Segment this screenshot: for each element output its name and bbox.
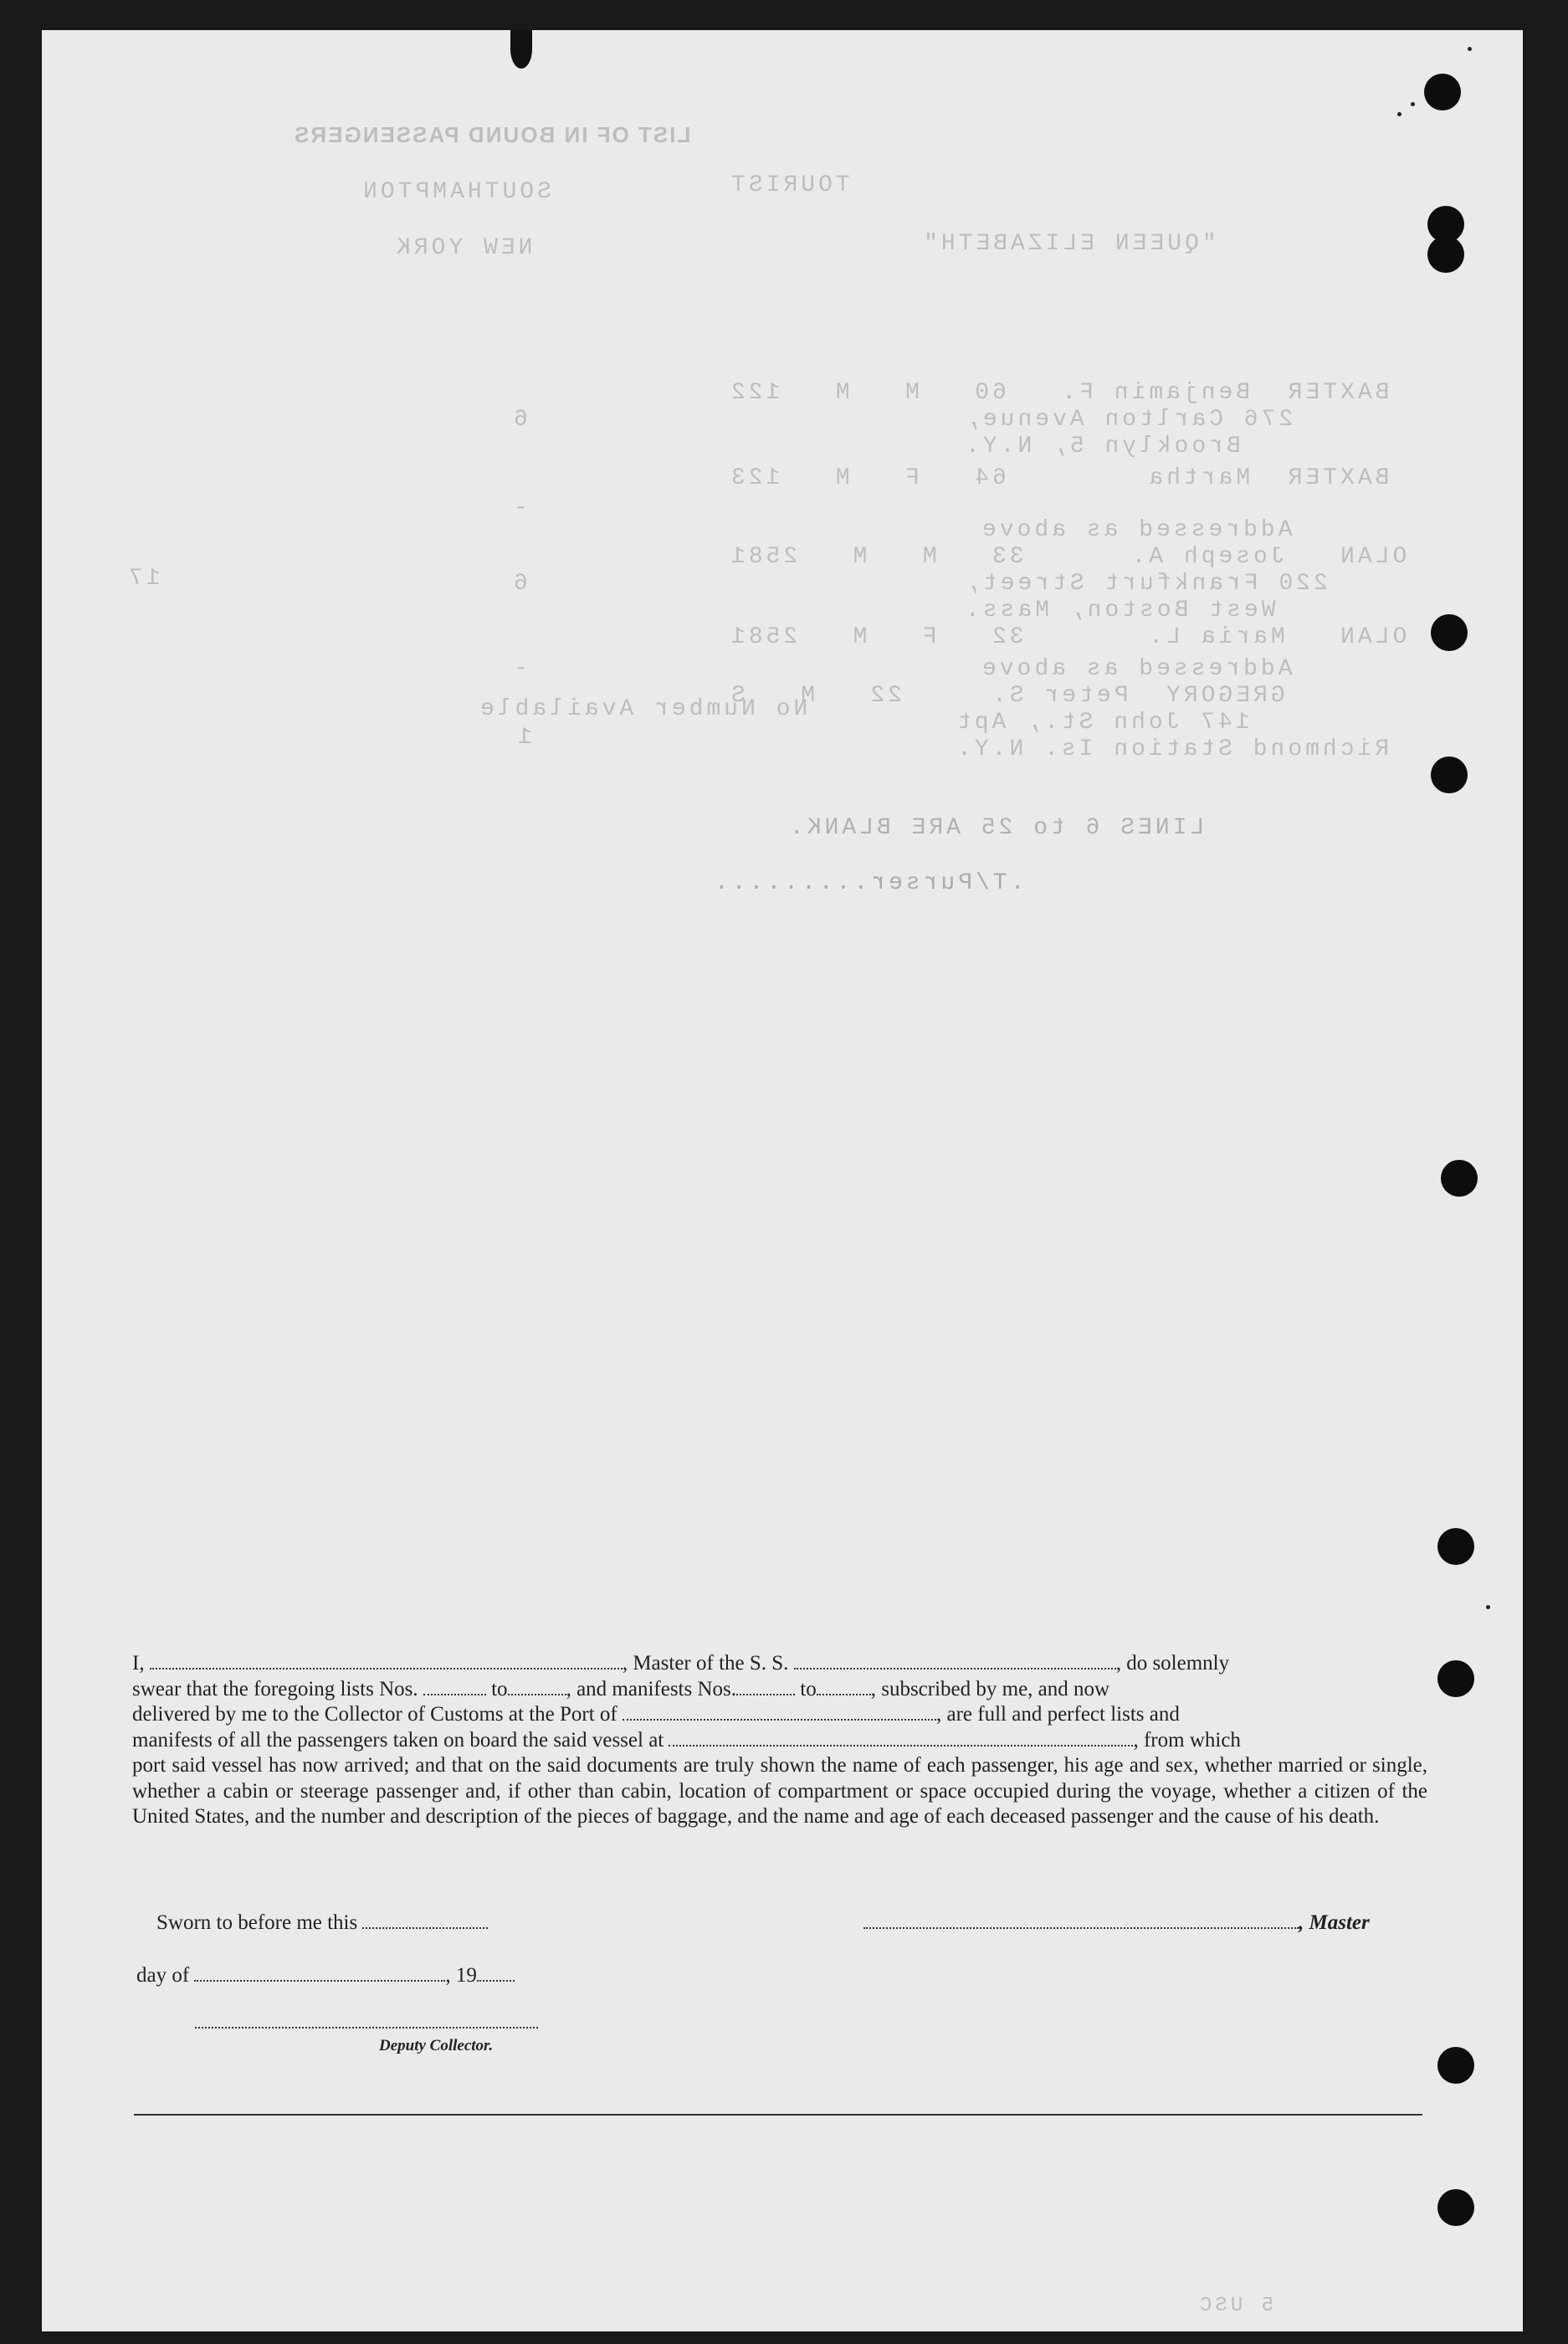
torn-notch <box>510 30 532 69</box>
speck <box>1397 112 1401 116</box>
ghost-row: BAXTER Benjamin F. 60 M M 122 <box>728 380 1390 406</box>
ghost-row: BAXTER Martha 64 F M 123 <box>728 465 1390 491</box>
ghost-count: 6 <box>510 407 528 433</box>
punch-hole <box>1424 74 1461 110</box>
ghost-count: 6 <box>510 571 528 597</box>
deputy-signature-line <box>195 2027 538 2029</box>
punch-hole <box>1437 2047 1474 2084</box>
ghost-blank-note: LINES 6 to 25 ARE BLANK. <box>787 815 1205 841</box>
ghost-row: Brooklyn 5, N.Y. <box>962 433 1241 459</box>
ghost-port: SOUTHAMPTON <box>360 179 551 205</box>
ghost-count: - <box>510 495 528 521</box>
punch-hole <box>1431 757 1468 793</box>
ghost-purser: .T/Purser......... <box>711 870 1025 896</box>
ghost-ship: "QUEEN ELIZABETH" <box>920 231 1217 257</box>
sworn-line: Sworn to before me this <box>156 1911 488 1935</box>
deputy-collector-label: Deputy Collector. <box>379 2037 494 2054</box>
master-signature-line: , Master <box>863 1911 1370 1935</box>
ghost-row: OLAN Maria L. 32 F M 2581 <box>728 624 1407 650</box>
ghost-row: 147 John St., Apt <box>954 710 1250 736</box>
ghost-row: GREGORY Peter S. 22 M S <box>728 683 1285 709</box>
speck <box>1486 1605 1490 1609</box>
ghost-heading: LIST OF IN BOUND PASSENGERS <box>293 122 691 147</box>
punch-hole <box>1437 2189 1474 2226</box>
ghost-row: West Boston, Mass. <box>962 598 1276 623</box>
ghost-count: 1 <box>515 725 532 751</box>
punch-hole <box>1437 1528 1474 1565</box>
bottom-rule <box>134 2114 1422 2116</box>
ghost-page-number: 17 <box>126 566 161 592</box>
punch-hole <box>1431 614 1468 651</box>
ghost-row: Richmond Station Is. N.Y. <box>954 736 1390 762</box>
ghost-note: No Number Available <box>477 696 808 722</box>
ghost-row: 276 Carlton Avenue, <box>962 407 1294 433</box>
punch-hole <box>1437 1660 1474 1697</box>
manifest-page <box>42 30 1523 2331</box>
ghost-count: - <box>510 656 528 682</box>
ghost-row: OLAN Joseph A. 33 M M 2581 <box>728 544 1407 570</box>
ghost-row: 220 Frankfurt Street, <box>962 571 1328 597</box>
footer-mark: 5 USC <box>1196 2295 1274 2317</box>
ghost-class: TOURIST <box>728 172 850 198</box>
oath-paragraph: I, , Master of the S. S. , do solemnly swear that the foregoing lists Nos. to , and manifests Nos. to , subscribed by me, and now delivered by me to the Collector of Customs at the Port of , are full and perfect lists and manifests of all the passengers taken on board the said vessel at , from which port said vessel has now arrived; and that on the said documents are truly shown the name of each passenger, his age and sex, whether married or single, whether a cabin or steerage passenger and, if other than cabin, location of compartment or space occupied during the voyage, whether a citizen of the United States, and the number and description of the pieces of baggage, and the name and age of each deceased passenger and the cause of his death. <box>132 1652 1427 1828</box>
speck <box>1411 102 1415 106</box>
ghost-row: Addressed as above <box>979 517 1293 543</box>
ghost-dest: NEW YORK <box>393 235 533 261</box>
speck <box>1468 47 1472 51</box>
punch-hole <box>1427 236 1464 273</box>
punch-hole <box>1441 1160 1478 1197</box>
day-of-line: day of , 19 <box>136 1964 515 1988</box>
ghost-row: Addressed as above <box>979 656 1293 682</box>
